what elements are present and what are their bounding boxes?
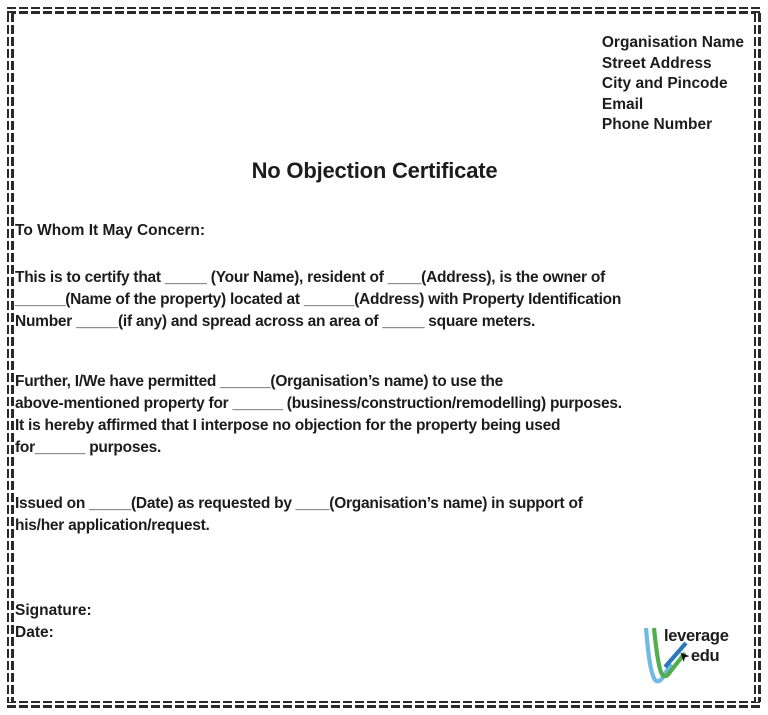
dashed-border-top [7, 7, 761, 14]
document-title: No Objection Certificate [251, 157, 498, 183]
logo-wordmark [664, 627, 729, 665]
dashed-border-bottom [7, 701, 761, 708]
logo-text-edu: edu [690, 647, 720, 665]
leverage-edu-logo [640, 625, 746, 689]
document-content [15, 14, 754, 701]
date-label: Date: [15, 623, 54, 641]
rocket-icon: ➤ [674, 646, 693, 666]
signature-label: Signature: [15, 601, 92, 619]
paragraph-permission-no-objection: Further, I/We have permitted ______(Organisation’s name) to use the above-mentioned property for ______ (business/construction/remodelling) purposes. It is hereby affirmed that I interpose no objection for the property being used for______ purposes. [15, 372, 622, 456]
dashed-border-right [754, 13, 761, 702]
dashed-border-left [7, 13, 14, 702]
logo-text-leverage: leverage [664, 627, 729, 645]
salutation-line: To Whom It May Concern: [15, 221, 206, 239]
paragraph-issued-on: Issued on _____(Date) as requested by ____(Organisation’s name) in support of his/her application/request. [15, 494, 583, 534]
letterhead-block: Organisation Name Street Address City and Pincode Email Phone Number [601, 34, 744, 134]
paragraph-property-ownership: This is to certify that _____ (Your Name), resident of ____(Address), is the owner of ______(Name of the property) located at ______(Address) with Property Identification Number _____(if any) and spread across an area of _____ square meters. [15, 268, 622, 330]
